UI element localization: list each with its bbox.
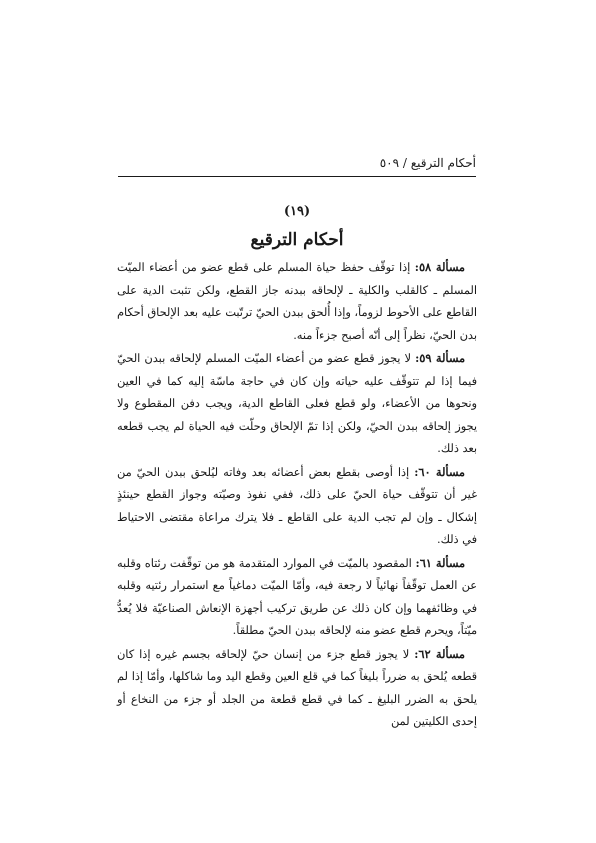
issue-text: إذا أوصى بقطع بعض أعضائه بعد وفاته ليُلحق ببدن الحيّ من غير أن تتوقّف حياة الحيّ على ذلك، ففي نفوذ وصيّته وجواز القطع حينئذٍ إشكال ـ وإن لم تجب الدية على القاطع ـ فلا يترك مراعاة مقتضى الاحتياط في ذلك.	[117, 465, 477, 546]
issue-58	[117, 256, 477, 347]
issue-62	[117, 643, 477, 734]
issue-label: مسألة ٥٩:	[415, 351, 465, 365]
issue-59	[117, 347, 477, 461]
body-text	[117, 256, 477, 734]
chapter-title: أحكام الترقيع	[250, 230, 344, 250]
issue-label: مسألة ٦١:	[415, 555, 465, 570]
issue-label: مسألة ٦٠:	[414, 464, 465, 479]
issue-text: لا يجوز قطع عضو من أعضاء الميّت المسلم لإلحاقه ببدن الحيّ فيما إذا لم تتوقّف عليه حياته وإن كان في حاجة ماسّة إليه كما في العين ونحوها من الأعضاء، ولو قطع فعلى القاطع الدية، ويجب دفن المقطوع ولا يجوز إلحاقه ببدن الحيّ، ولكن إذا تمّ الإلحاق وحلّت فيه الحياة لم يجب قطعه بعد ذلك.	[117, 352, 477, 455]
chapter-number: (١٩)	[283, 204, 311, 219]
issue-label: مسألة ٦٢:	[414, 646, 465, 661]
header-rule	[118, 176, 476, 177]
issue-text: إذا توقّف حفظ حياة المسلم على قطع عضو من أعضاء الميّت المسلم ـ كالقلب والكلية ـ لإلحاقه ببدنه جاز القطع، ولكن تثبت الدية على القاطع على الأحوط لزوماً، وإذا أُلحق ببدن الحيّ ترتّبت عليه بعد الإلحاق أحكام بدن الحيّ، نظراً إلى أنّه أصبح جزءاً منه.	[117, 261, 477, 342]
running-header: أحكام الترقيع / ٥٠٩	[379, 156, 476, 170]
issue-text: المقصود بالميّت في الموارد المتقدمة هو من توقّفت رئتاه وقلبه عن العمل توقّفاً نهائياً لا رجعة فيه، وأمّا الميّت دماغياً مع استمرار رئتيه وقلبه في وظائفهما وإن كان ذلك عن طريق تركيب أجهزة الإنعاش الصناعيّة فلا يُعدُّ ميّتاً، ويحرم قطع عضو منه لإلحاقه ببدن الحيّ مطلقاً.	[117, 556, 477, 637]
issue-61	[117, 552, 477, 643]
issue-60	[117, 461, 477, 552]
issue-label: مسألة ٥٨:	[414, 260, 465, 274]
issue-text: لا يجوز قطع جزء من إنسان حيّ لإلحاقه بجسم غيره إذا كان قطعه يُلحق به ضرراً بليغاً كما في قلع العين وقطع اليد وما شاكلها، وأمّا إذا لم يلحق به الضرر البليغ ـ كما في قطع قطعة من الجلد أو جزء من النخاع أو إحدى الكليتين لمن	[117, 647, 477, 728]
